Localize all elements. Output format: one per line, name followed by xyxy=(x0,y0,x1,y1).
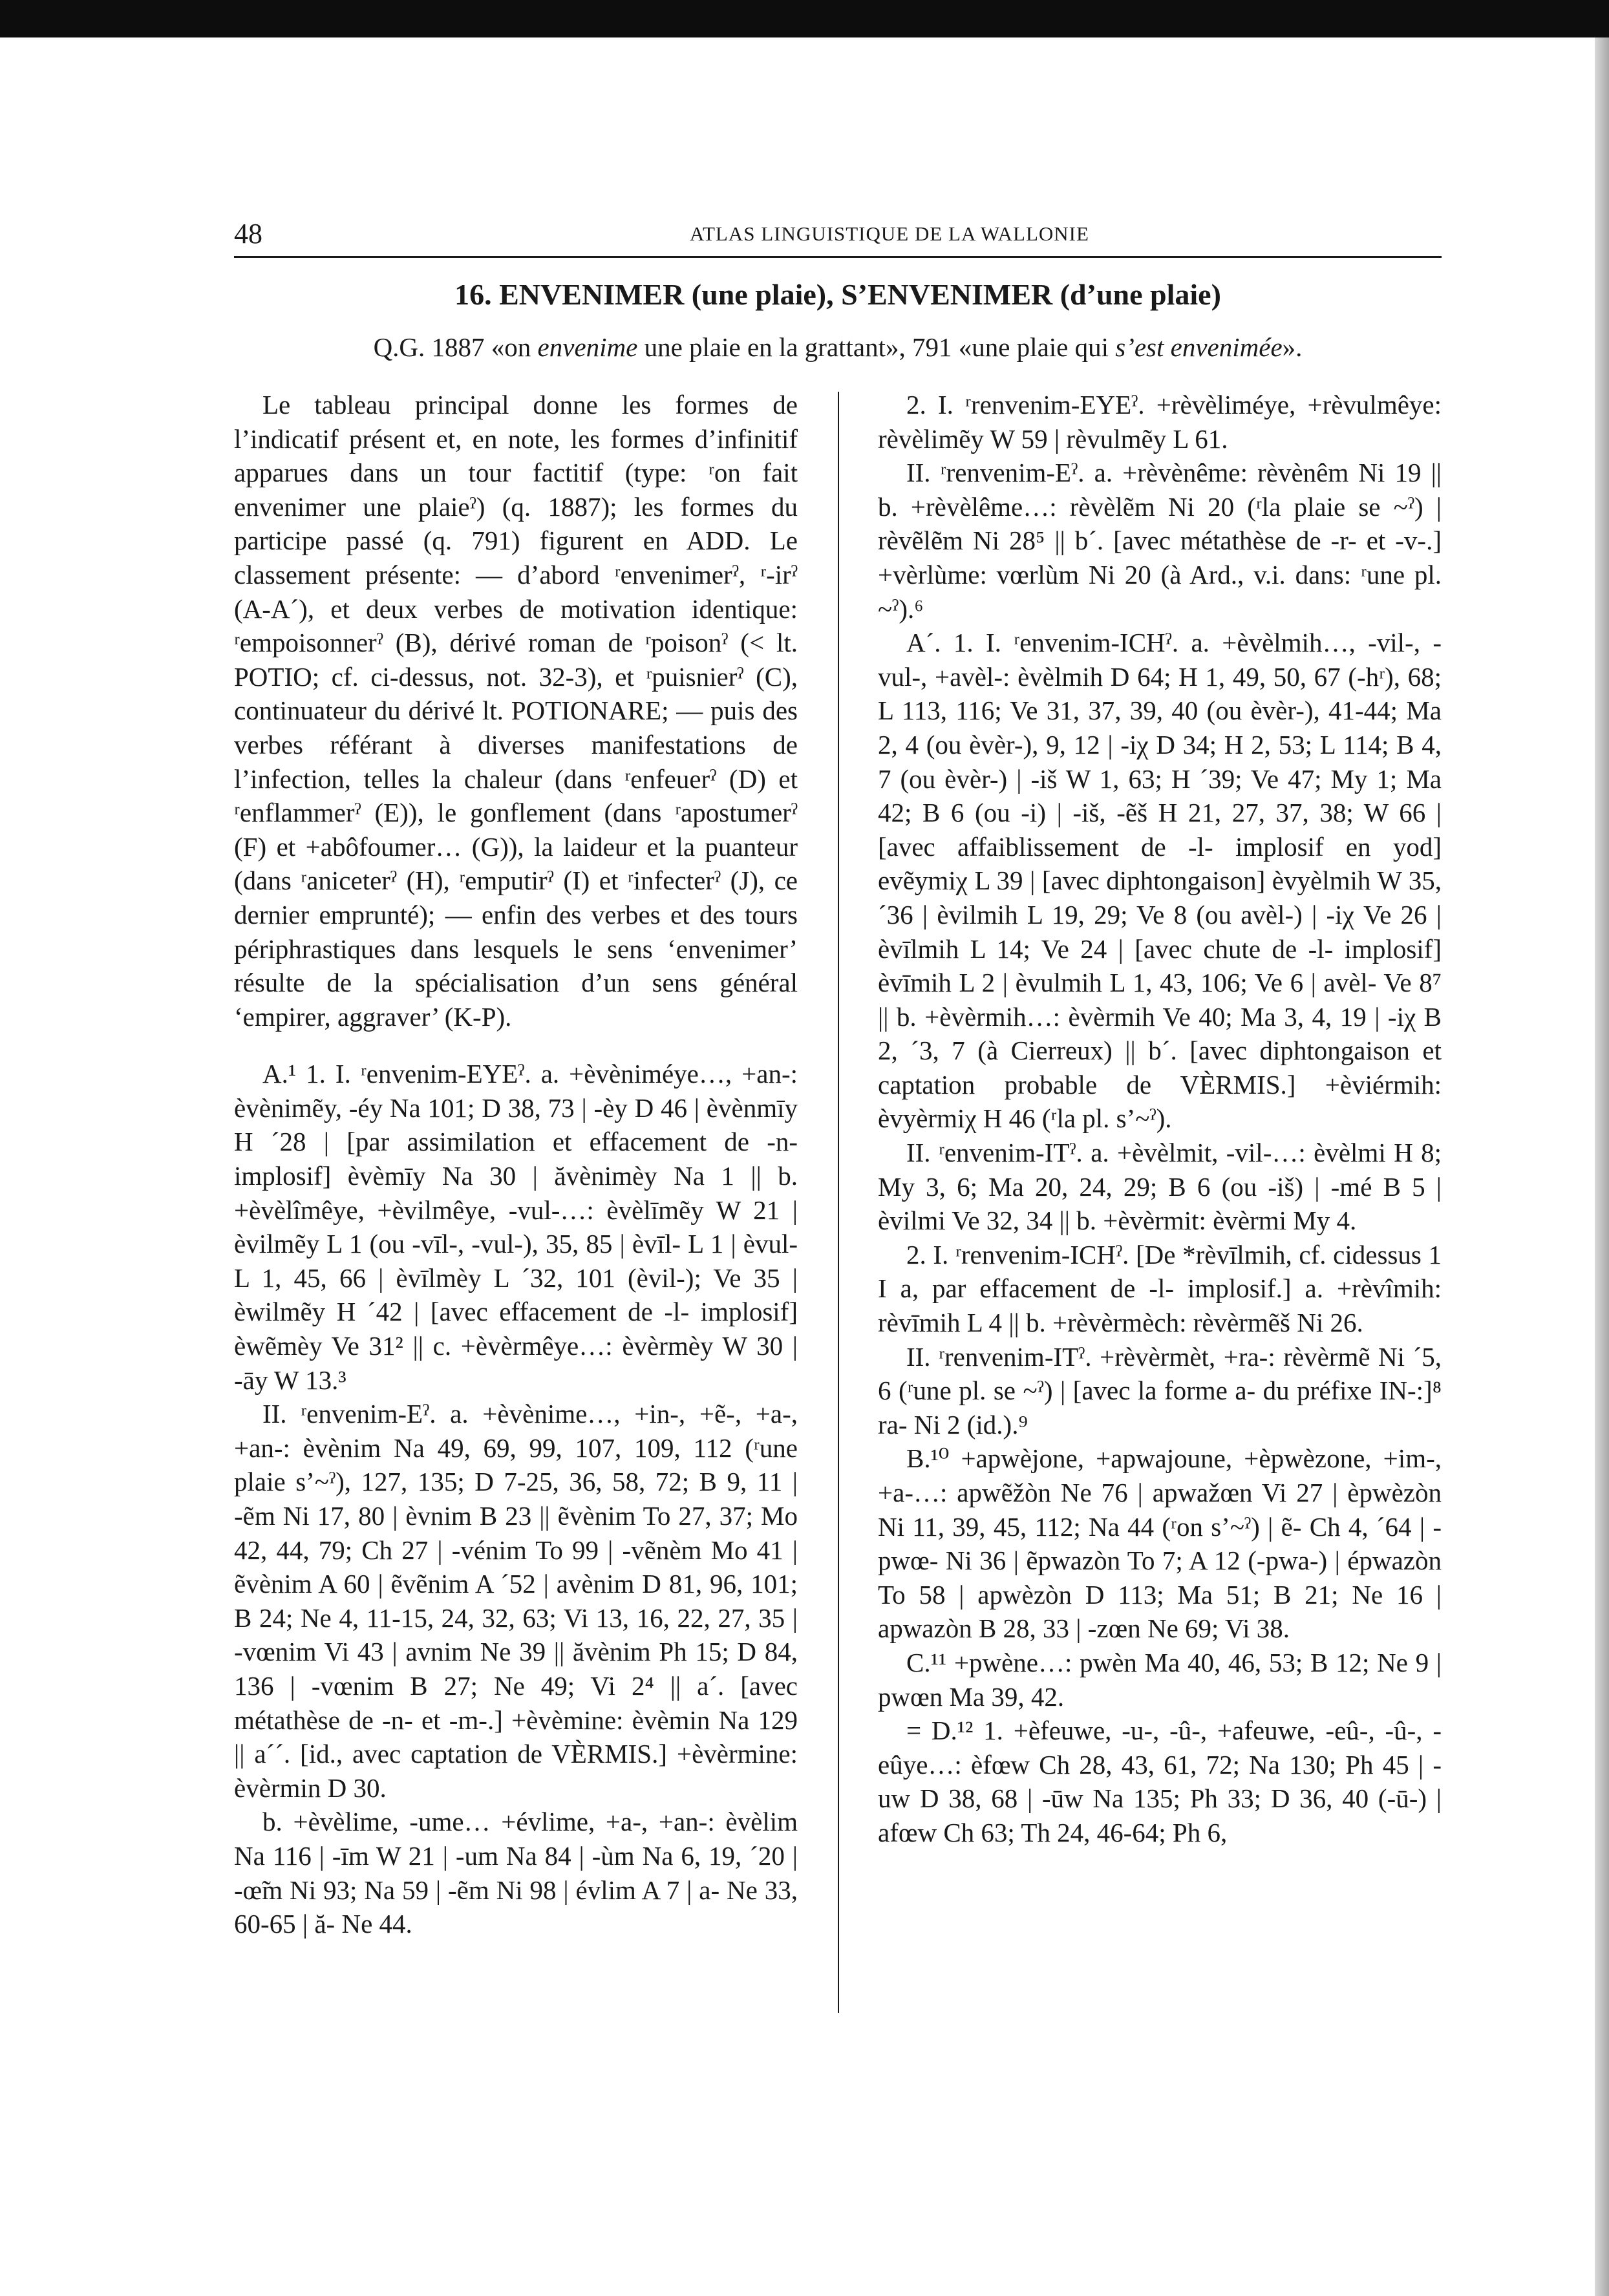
article-title: 16. ENVENIMER (une plaie), S’ENVENIMER (d’une plaie) xyxy=(454,278,1221,311)
right-paragraph-aprime-2: 2. I. ʳrenvenim-ICHˀ. [De *rèvīlmih, cf. cidessus 1 I a, par effacement de -l- implosif.] a. +rèvîmih: rèvīmih L 4 || b. +rèvèrmèch: rèvèrmẽš Ni 26. xyxy=(878,1239,1442,1338)
right-paragraph-d: = D.¹² 1. +èfeuwe, -u-, -û-, +afeuwe, -eû-, -û-, -eûye…: èfœw Ch 28, 43, 61, 72; Na 130; Ph 45 | -uw D 38, 68 | -ūw Na 135; Ph 33; D 36, 40 (-ū-) | afœw Ch 63; Th 24, 46-64; Ph 6, xyxy=(878,1716,1442,1847)
left-column xyxy=(234,388,798,1941)
scan-border-right xyxy=(1595,37,1609,2296)
left-paragraph-a1: A.¹ 1. I. ʳenvenim-EYEˀ. a. +èvèniméye…, +an-: èvènimẽy, -éy Na 101; D 38, 73 | -èy D 46 | èvènmīy H ´28 | [par assimilation et effacement de -n- implosif] èvèmīy Na 30 | ăvènimèy Na 1 || b. +èvèlîmêye, +èvilmêye, -vul-…: èvèlīmẽy W 21 | èvilmẽy L 1 (ou -vīl-, -vul-), 35, 85 | èvīl- L 1 | èvul- L 1, 45, 66 | èvīlmèy L ´32, 101 (èvil-); Ve 35 | èwilmẽy H ´42 | [avec effacement de -l- implosif] èwẽmèy Ve 31² || c. +èvèrmêye…: èvèrmèy W 30 | -āy W 13.³ xyxy=(234,1059,798,1395)
question-term-2: s’est envenimée xyxy=(1115,332,1283,362)
page-number: 48 xyxy=(234,218,262,250)
header-rule xyxy=(234,256,1442,258)
right-paragraph-b: B.¹⁰ +apwèjone, +apwajoune, +èpwèzone, +im-, +a-…: apwẽžòn Ne 76 | apwažœn Vi 27 | èpwèzòn Ni 11, 39, 45, 112; Na 44 (ʳon s’~ˀ) | ẽ- Ch 4, ´64 | -pwœ- Ni 36 | ẽpwazòn To 7; A 12 (-pwa-) | épwazòn To 58 | apwèzòn D 113; Ma 51; B 21; Ne 16 | apwazòn B 28, 33 | -zœn Ne 69; Vi 38. xyxy=(878,1443,1442,1644)
right-column xyxy=(878,388,1442,1850)
right-paragraph-a2-ii: II. ʳrenvenim-Eˀ. a. +rèvènême: rèvènêm Ni 19 || b. +rèvèlême…: rèvèlẽm Ni 20 (ʳla plaie se ~ˀ) | rèvẽlẽm Ni 28⁵ || b´. [avec métathèse de -r- et -v-.] +vèrlùme: vœrlùm Ni 20 (à Ard., v.i. dans: ʳune pl. ~ˀ).⁶ xyxy=(878,458,1442,624)
left-paragraph-a-ii-b: b. +èvèlime, -ume… +évlime, +a-, +an-: èvèlim Na 116 | -īm W 21 | -um Na 84 | -ùm Na 6, 19, ´20 | -œ̃m Ni 93; Na 59 | -ẽm Ni 98 | évlim A 7 | a- Ne 33, 60-65 | ă- Ne 44. xyxy=(234,1807,798,1939)
left-paragraph-a-ii: II. ʳenvenim-Eˀ. a. +èvènime…, +in-, +ẽ-, +a-, +an-: èvènim Na 49, 69, 99, 107, 109, 112 (ʳune plaie s’~ˀ), 127, 135; D 7-25, 36, 58, 72; B 9, 11 | -ẽm Ni 17, 80 | èvnim B 23 || ẽvènim To 27, 37; Mo 42, 44, 79; Ch 27 | -vénim To 99 | -vẽnèm Mo 41 | ẽvènim A 60 | ẽvẽnim A ´52 | avènim D 81, 96, 101; B 24; Ne 4, 11-15, 24, 32, 63; Vi 13, 16, 22, 27, 35 | -vœnim Vi 43 | avnim Ne 39 || ăvènim Ph 15; D 84, 136 | -vœnim B 27; Ne 49; Vi 2⁴ || a´. [avec métathèse de -n- et -m-.] +èvèmine: èvèmin Na 129 || a´´. [id., avec captation de VÈRMIS.] +èvèrmine: èvèrmin D 30. xyxy=(234,1399,798,1803)
right-paragraph-aprime-ii: II. ʳenvenim-ITˀ. a. +èvèlmit, -vil-…: èvèlmi H 8; My 3, 6; Ma 20, 24, 29; B 6 (ou -iš) | -mé B 5 | èvilmi Ve 32, 34 || b. +èvèrmit: èvèrmi My 4. xyxy=(878,1138,1442,1236)
running-head xyxy=(234,212,1442,251)
question-suffix: ». xyxy=(1282,332,1303,362)
column-divider xyxy=(838,392,839,2013)
question-reference xyxy=(234,330,1442,365)
running-title: ATLAS LINGUISTIQUE DE LA WALLONIE xyxy=(690,222,1089,245)
left-paragraph-intro: Le tableau principal donne les formes de l’indicatif présent et, en note, les formes d’infinitif apparues dans un tour factitif (type: ʳon fait envenimer une plaieˀ) (q. 1887); les formes du participe passé (q. 791) figurent en ADD. Le classement présente: — d’abord ʳenvenimerˀ, ʳ-irˀ (A-A´), et deux verbes de motivation identique: ʳempoisonnerˀ (B), dérivé roman de ʳpoisonˀ (< lt. POTIO; cf. ci-dessus, not. 32-3), et ʳpuisnierˀ (C), continuateur du dérivé lt. POTIONARE; — puis des verbes référant à diverses manifestations de l’infection, telles la chaleur (dans ʳenfeuerˀ (D) et ʳenflammerˀ (E)), le gonflement (dans ʳapostumerˀ (F) et +abôfoumer… (G)), la laideur et la puanteur (dans ʳaniceterˀ (H), ʳemputirˀ (I) et ʳinfecterˀ (J), ce dernier emprunté); — enfin des verbes et des tours périphrastiques dans lesquels le sens ‘envenimer’ résulte de la spécialisation d’un sens général ‘empirer, aggraver’ (K-P). xyxy=(234,390,798,1032)
question-middle: une plaie en la grattant», 791 «une plaie qui xyxy=(637,332,1116,362)
right-paragraph-a2-i: 2. I. ʳrenvenim-EYEˀ. +rèvèliméye, +rèvulmêye: rèvèlimẽy W 59 | rèvulmẽy L 61. xyxy=(878,390,1442,454)
right-paragraph-aprime-2-ii: II. ʳrenvenim-ITˀ. +rèvèrmèt, +ra-: rèvèrmẽ Ni ´5, 6 (ʳune pl. se ~ˀ) | [avec la forme a- du préfixe IN-:]⁸ ra- Ni 2 (id.).⁹ xyxy=(878,1341,1442,1440)
question-prefix: Q.G. 1887 «on xyxy=(373,332,538,362)
question-term-1: envenime xyxy=(537,332,638,362)
right-paragraph-aprime-1: A´. 1. I. ʳenvenim-ICHˀ. a. +èvèlmih…, -vil-, -vul-, +avèl-: èvèlmih D 64; H 1, 49, 50, 67 (-hʳ), 68; L 113, 116; Ve 31, 37, 39, 40 (ou èvèr-), 41-44; Ma 2, 4 (ou èvèr-), 9, 12 | -iχ D 34; H 2, 53; L 114; B 4, 7 (ou èvèr-) | -iš W 1, 63; H ´39; Ve 47; My 1; Ma 42; B 6 (ou -i) | -iš, -ẽš H 21, 27, 37, 38; W 66 | [avec affaiblissement de -l- implosif en yod] evẽymiχ L 39 | [avec diphtongaison] èvyèlmih W 35, ´36 | èvilmih L 19, 29; Ve 8 (ou avèl-) | -iχ Ve 26 | èvīlmih L 14; Ve 24 | [avec chute de -l- implosif] èvīmih L 2 | èvulmih L 1, 43, 106; Ve 6 | avèl- Ve 8⁷ || b. +èvèrmih…: èvèrmih Ve 40; Ma 3, 4, 19 | -iχ B 2, ´3, 7 (à Cierreux) || b´. [avec diphtongaison et captation probable de VÈRMIS.] +èviérmih: èvyèrmiχ H 46 (ʳla pl. s’~ˀ). xyxy=(878,628,1442,1134)
right-paragraph-c: C.¹¹ +pwène…: pwèn Ma 40, 46, 53; B 12; Ne 9 | pwœn Ma 39, 42. xyxy=(878,1647,1442,1712)
scan-border-top xyxy=(0,0,1609,37)
